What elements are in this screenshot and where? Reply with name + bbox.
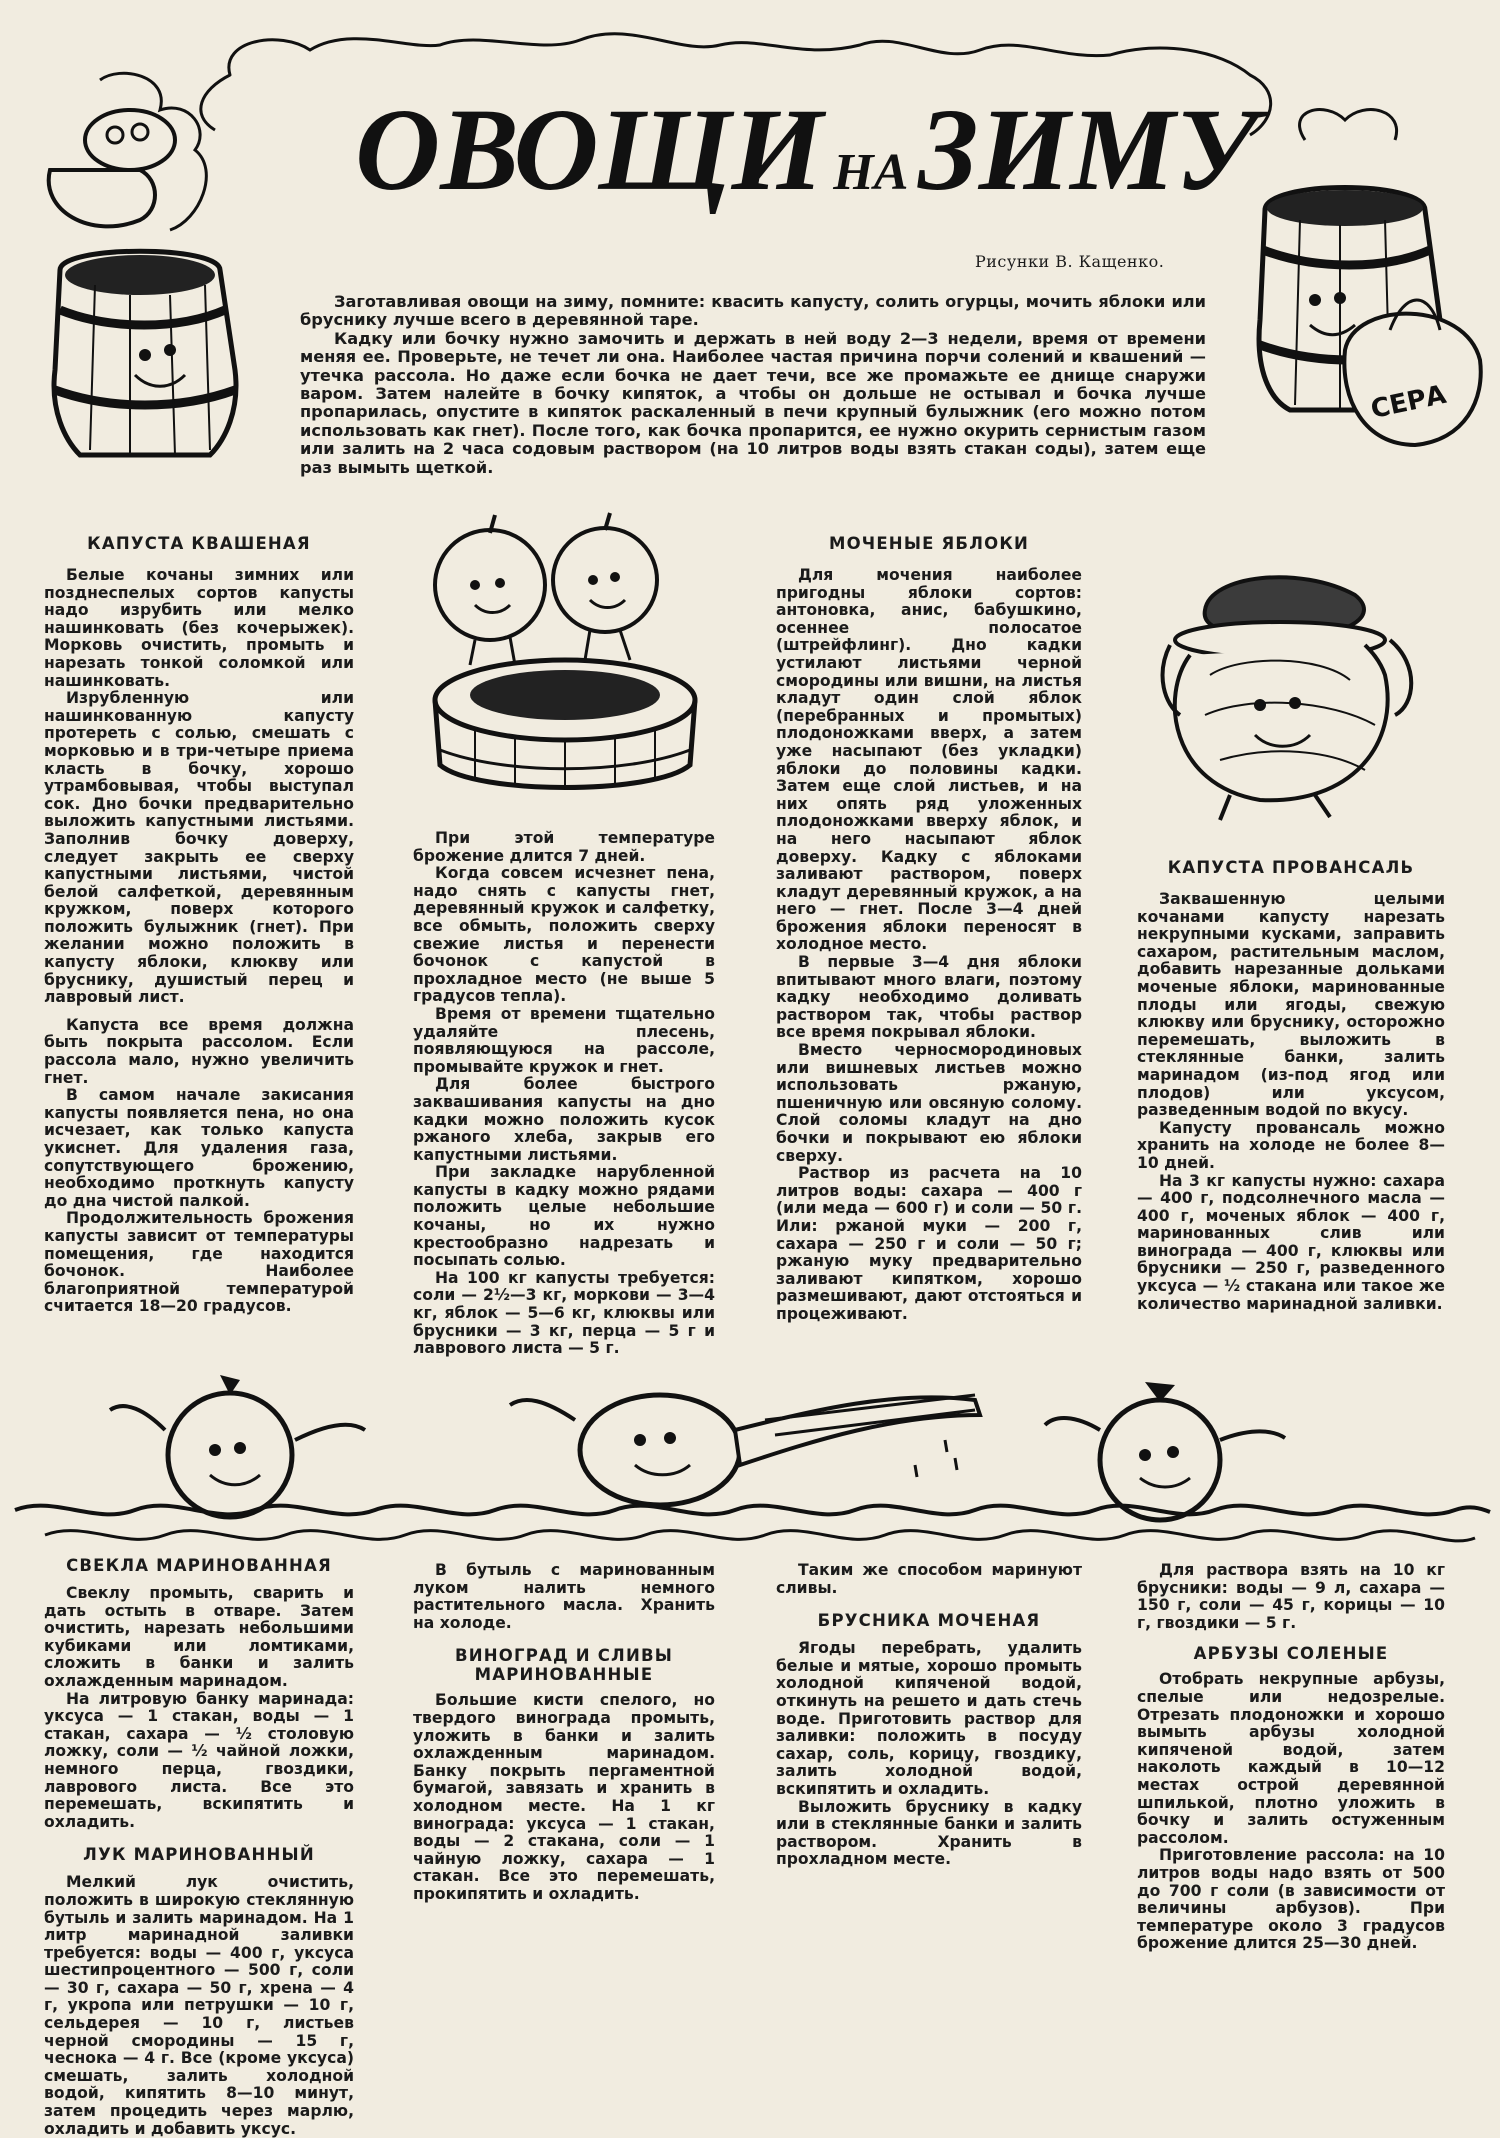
- paragraph: Большие кисти спелого, но твердого винограда промыть, уложить в банки и залить охлажденным маринадом. Банку покрыть пергаментной бумагой, завязать и хранить в холодном месте. На 1 кг винограда: уксуса — 1 стакан, воды — 2 стакана, соли — 1 чайную ложку, сахара — 1 стакан. Все это перемешать, прокипятить и охладить.: [413, 1691, 715, 1903]
- title-word-vegetables: ОВОЩИ: [355, 84, 824, 215]
- paragraph: На 3 кг капусты нужно: сахара — 400 г, подсолнечного масла — 400 г, моченых яблок — 400 г, маринованных слив или винограда — 400 г, клюквы или брусники — 250 г, разведенного уксуса — ½ стакана или такое же количество маринадной заливки.: [1137, 1171, 1445, 1313]
- cabbage-with-press-illustration: [1150, 555, 1440, 825]
- paragraph: Для мочения наиболее пригодны яблоки сортов: антоновка, анис, бабушкино, осеннее полосатое (штрейфлинг). Дно кадки устилают листьями черной смородины или вишни, на листья кладут один слой яблок (перебранных и промытых) плодоножками вверх, а затем уже насыпают (без укладки) яблоки до половины кадки. Затем еще слой листьев, и на них опять ряд уложенных плодоножками вверху яблок, и на него насыпают яблок доверху. Кадку с яблоками заливают раствором, поверх кладут деревянный кружок, а на него — гнет. После 3—4 дней брожения яблоки переносят в холодное место.: [776, 566, 1082, 954]
- section-vinograd-continued: [776, 1562, 1082, 1869]
- paragraph: Когда совсем исчезнет пена, надо снять с капусты гнет, деревянный кружок и салфетку, все обмыть, положить сверху свежие листья и перенести бочонок с капустой в прохладное место (не выше 5 градусов тепла).: [413, 864, 715, 1006]
- section-body: [776, 1640, 1082, 1869]
- intro-text: [300, 293, 1206, 477]
- section-heading: ВИНОГРАД И СЛИВЫ МАРИНОВАННЫЕ: [454, 1646, 674, 1685]
- section-heading: БРУСНИКА МОЧЕНАЯ: [817, 1611, 1041, 1631]
- section-body: [44, 567, 354, 1316]
- section-luk-continued: [413, 1562, 715, 1904]
- paragraph: Капусту провансаль можно хранить на холоде не более 8—10 дней.: [1137, 1118, 1445, 1172]
- section-heading-luk: ЛУК МАРИНОВАННЫЙ: [83, 1845, 315, 1865]
- paragraph: Время от времени тщательно удаляйте плесень, появляющуюся на рассоле, промывайте кружок и гнет.: [413, 1004, 715, 1076]
- paragraph: В первые 3—4 дня яблоки впитывают много влаги, поэтому кадку необходимо доливать раствором так, чтобы раствор все время покрывал яблоки.: [776, 953, 1082, 1042]
- section-body-luk: [44, 1873, 354, 2138]
- section-body: [1137, 1671, 1445, 1953]
- barrel-with-sulfur-sack-illustration: [1215, 100, 1490, 480]
- section-yabloki: [776, 534, 1082, 1324]
- section-body: [413, 1562, 715, 1632]
- section-body: [776, 1562, 1082, 1597]
- page-title: [355, 84, 1258, 233]
- paragraph: В бутыль с маринованным луком налить немного растительного масла. Хранить на холоде.: [413, 1561, 715, 1632]
- paragraph: Для раствора взять на 10 кг брусники: воды — 9 л, сахара — 150 г, соли — 45 г, корицы — 10 г, гвоздики — 5 г.: [1137, 1561, 1445, 1632]
- paragraph: Приготовление рассола: на 10 литров воды надо взять от 500 до 700 г соли (в зависимости от величины арбузов). При температуре около 3 градусов брожение длится 25—30 дней.: [1137, 1846, 1445, 1953]
- section-svekla: [44, 1556, 354, 2138]
- section-body: [413, 1692, 715, 1903]
- paragraph: В самом начале закисания капусты появляется пена, но она исчезает, как только капуста укиснет. Для удаления газа, сопутствующего брожению, необходимо проткнуть капусту до дна чистой палкой.: [44, 1086, 354, 1210]
- paragraph: Продолжительность брожения капусты зависит от температуры помещения, где находится бочонок. Наиболее благоприятной температурой считается 18—20 градусов.: [44, 1209, 354, 1316]
- illustration-credit: Рисунки В. Кащенко.: [975, 252, 1165, 271]
- apples-on-tub-illustration: [415, 525, 715, 815]
- section-heading: КАПУСТА ПРОВАНСАЛЬ: [1167, 858, 1415, 877]
- paragraph: Белые кочаны зимних или позднеспелых сортов капусты надо изрубить или мелко нашинковать (без кочерыжек). Морковь очистить, промыть и нарезать тонкой соломкой или нашинковать.: [44, 566, 354, 690]
- intro-paragraph: Заготавливая овощи на зиму, помните: квасить капусту, солить огурцы, мочить яблоки или бруснику лучше всего в деревянной таре.: [300, 292, 1206, 330]
- paragraph: При этой температуре брожение длится 7 дней.: [413, 829, 715, 865]
- paragraph: При закладке нарубленной капусты в кадку можно рядами положить целые небольшие кочаны, но их нужно крестообразно надрезать и посыпать солью.: [413, 1163, 715, 1270]
- section-kapusta: [44, 534, 354, 1316]
- section-provansal: [1137, 858, 1445, 1313]
- paragraph: Отобрать некрупные арбузы, спелые или недозрелые. Отрезать плодоножки и хорошо вымыть арбузы холодной кипяченой водой, затем наколоть каждый в 10—12 местах острой деревянной шпилькой, плотно уложить в бочку и залить остуженным рассолом.: [1137, 1670, 1445, 1847]
- paragraph: Мелкий лук очистить, положить в широкую стеклянную бутыль и залить маринадом. На 1 литр маринадной заливки требуется: воды — 400 г, уксуса шестипроцентного — 500 г, соли — 30 г, сахара — 50 г, хрена — 4 г, укропа или петрушки — 10 г, сельдерея — 10 г, листьев черной смородины — 15 г, чеснока — 4 г. Все (кроме уксуса) смешать, залить холодной водой, кипятить 8—10 минут, затем процедить через марлю, охладить и добавить уксус.: [44, 1873, 354, 2138]
- section-body: [44, 1585, 354, 1831]
- paragraph: Выложить бруснику в кадку или в стеклянные банки и залить раствором. Хранить в прохладном месте.: [776, 1797, 1082, 1869]
- intro-paragraph: Кадку или бочку нужно замочить и держать в ней воду 2—3 недели, время от времени меняя ее. Проверьте, не течет ли она. Наиболее частая причина порчи солений и квашений — утечка рассола. Но даже если бочка не дает течи, все же промажьте ее днище снаружи варом. Затем налейте в бочку кипяток, а чтобы он дольше не остывал и бочка лучше пропарилась, опустите в кипяток раскаленный в печи крупный булыжник (его можно потом использовать как гнет). После того, как бочка пропарится, ее нужно окурить сернистым газом или залить на 2 часа содовым раствором (на 10 литров воды взять стакан соды), затем еще раз вымыть щеткой.: [300, 328, 1206, 477]
- paragraph: Свеклу промыть, сварить и дать остыть в отваре. Затем очистить, нарезать небольшими кубиками или ломтиками, сложить в банки и залить охлажденным маринадом.: [44, 1584, 354, 1690]
- paragraph: На литровую банку маринада: уксуса — 1 стакан, воды — 1 стакан, сахара — ½ столовую ложку, соли — ½ чайной ложки, немного перца, гвоздики, лаврового листа. Все это перемешать, вскипятить и охладить.: [44, 1689, 354, 1831]
- title-word-for: НА: [833, 144, 909, 201]
- section-heading: АРБУЗЫ СОЛЕНЫЕ: [1193, 1644, 1389, 1664]
- paragraph: Таким же способом маринуют сливы.: [776, 1561, 1082, 1597]
- section-body: [1137, 1562, 1445, 1632]
- section-kapusta-continued: [413, 830, 715, 1358]
- paragraph: Раствор из расчета на 10 литров воды: сахара — 400 г (или меда — 600 г) и соли — 50 г. Или: ржаной муки — 200 г, сахара — 250 г и соли — 50 г; ржаную муку предварительно заливают кипятком, хорошо размешивают, дают отстояться и процеживают.: [776, 1164, 1082, 1323]
- paragraph: Ягоды перебрать, удалить белые и мятые, хорошо промыть холодной кипяченой водой, откинуть на решето и дать стечь воде. Приготовить раствор для заливки: положить в посуду сахар, соль, корицу, гвоздику, залить холодной водой, вскипятить и охладить.: [776, 1639, 1082, 1798]
- section-brusnika-continued: [1137, 1562, 1445, 1953]
- title-word-winter: ЗИМУ: [918, 84, 1258, 215]
- section-body: [776, 567, 1082, 1324]
- sera-label: СЕРА: [1368, 379, 1449, 425]
- paragraph: На 100 кг капусты требуется: соли — 2½—3 кг, моркови — 3—4 кг, яблок — 5—6 кг, клюквы или брусники — 3 кг, перца — 5 г и лаврового листа — 5 г.: [413, 1268, 715, 1358]
- swimming-vegetables-illustration: [15, 1370, 1490, 1560]
- paragraph: Для более быстрого заквашивания капусты на дно кадки можно положить кусок ржаного хлеба, закрыв его капустными листьями.: [413, 1075, 715, 1164]
- paragraph: Заквашенную целыми кочанами капусту нарезать некрупными кусками, заправить сахаром, растительным маслом, добавить нарезанные дольками моченые яблоки, маринованные плоды или ягоды, свежую клюкву или бруснику, осторожно перемешать, выложить в стеклянные банки, залить маринадом (из-под ягод или плодов) или уксусом, разведенным водой по вкусу.: [1137, 890, 1445, 1120]
- section-body: [1137, 891, 1445, 1313]
- paragraph: Вместо черносмородиновых или вишневых листьев можно использовать ржаную, пшеничную или овсяную солому. Слой соломы кладут на дно бочки и покрывают ею яблоки сверху.: [776, 1041, 1082, 1165]
- section-heading: СВЕКЛА МАРИНОВАННАЯ: [66, 1556, 332, 1575]
- barrel-with-kettle-illustration: [20, 70, 260, 490]
- section-heading: КАПУСТА КВАШЕНАЯ: [87, 534, 311, 553]
- section-heading: МОЧЕНЫЕ ЯБЛОКИ: [828, 534, 1030, 553]
- paragraph: Изрубленную или нашинкованную капусту протереть с солью, смешать с морковью и в три-четыре приема класть в бочку, хорошо утрамбовывая, чтобы выступал сок. Дно бочки предварительно выложить капустными листьями. Заполнив бочку доверху, следует закрыть ее сверху капустными листьями, чистой белой салфеткой, деревянным кружком, поверх которого положить булыжник (гнет). При желании можно положить в капусту яблоки, клюкву или бруснику, душистый перец и лавровый лист.: [44, 689, 354, 1007]
- paragraph: Капуста все время должна быть покрыта рассолом. Если рассола мало, нужно увеличить гнет.: [44, 1015, 354, 1087]
